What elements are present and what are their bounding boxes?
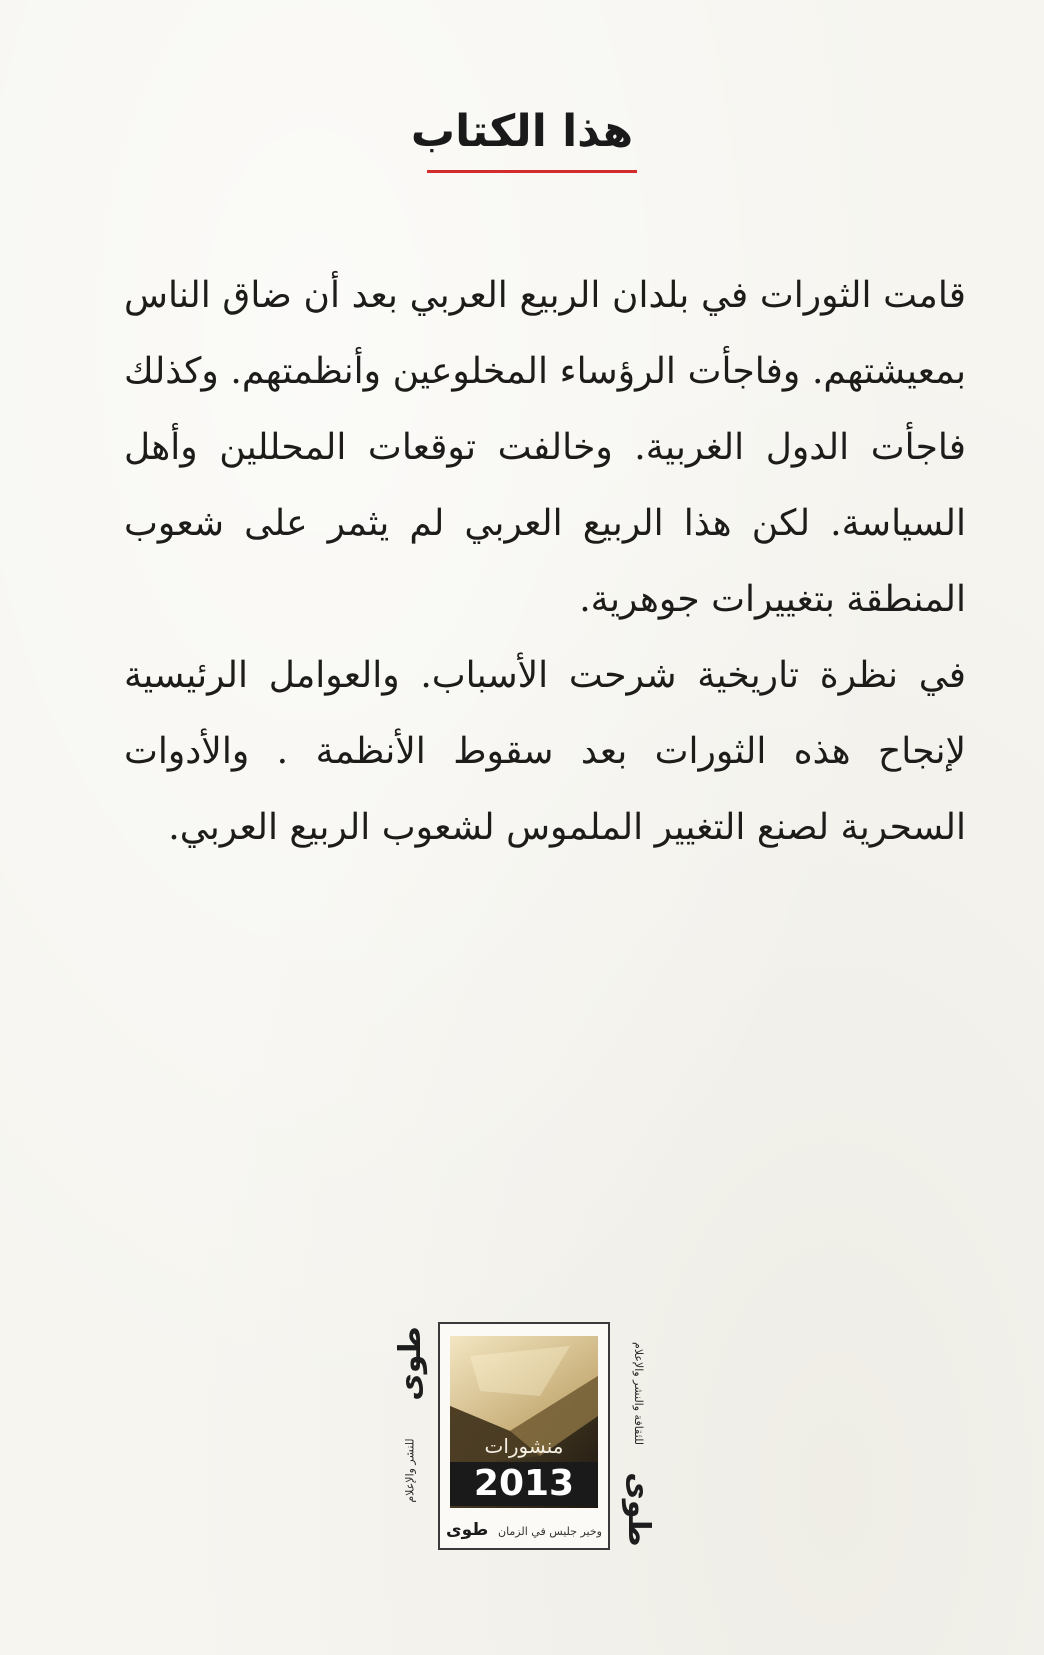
slogan-brand: طوى xyxy=(446,1520,489,1540)
publications-label: منشورات xyxy=(484,1434,564,1458)
title-underline xyxy=(427,170,637,173)
blurb-paragraph-2: في نظرة تاريخية شرحت الأسباب. والعوامل الرئيسية لإنجاح هذه الثورات بعد سقوط الأنظمة . والأدوات السحرية لصنع التغيير الملموس لشعوب الربيع العربي. xyxy=(124,655,966,848)
badge-slogan xyxy=(446,1520,602,1544)
slogan-text: وخير جليس في الزمان xyxy=(497,1525,602,1538)
publisher-logo-right: طوى xyxy=(620,1471,656,1547)
blurb-paragraph-1: قامت الثورات في بلدان الربيع العربي بعد أن ضاق الناس بمعيشتهم. وفاجأت الرؤساء المخلوعين وأنظمتهم. وكذلك فاجأت الدول الغربية. وخالفت توقعات المحللين وأهل السياسة. لكن هذا الربيع العربي لم يثمر على شعوب المنطقة بتغييرات جوهرية. xyxy=(124,275,966,620)
publisher-logo-left: طوى xyxy=(392,1325,428,1401)
badge-right-strip xyxy=(612,1318,664,1558)
badge-photo xyxy=(450,1336,598,1508)
page-title: هذا الكتاب xyxy=(410,106,634,157)
publisher-badge xyxy=(384,1318,664,1558)
publisher-tagline-right: للثقافة والنشر والإعلام xyxy=(631,1341,645,1445)
blurb-text xyxy=(124,258,966,866)
publisher-tagline-left: للنشر والإعلام xyxy=(403,1437,417,1503)
badge-frame xyxy=(438,1322,610,1550)
badge-left-strip xyxy=(384,1318,436,1558)
publication-year: 2013 xyxy=(450,1462,598,1506)
